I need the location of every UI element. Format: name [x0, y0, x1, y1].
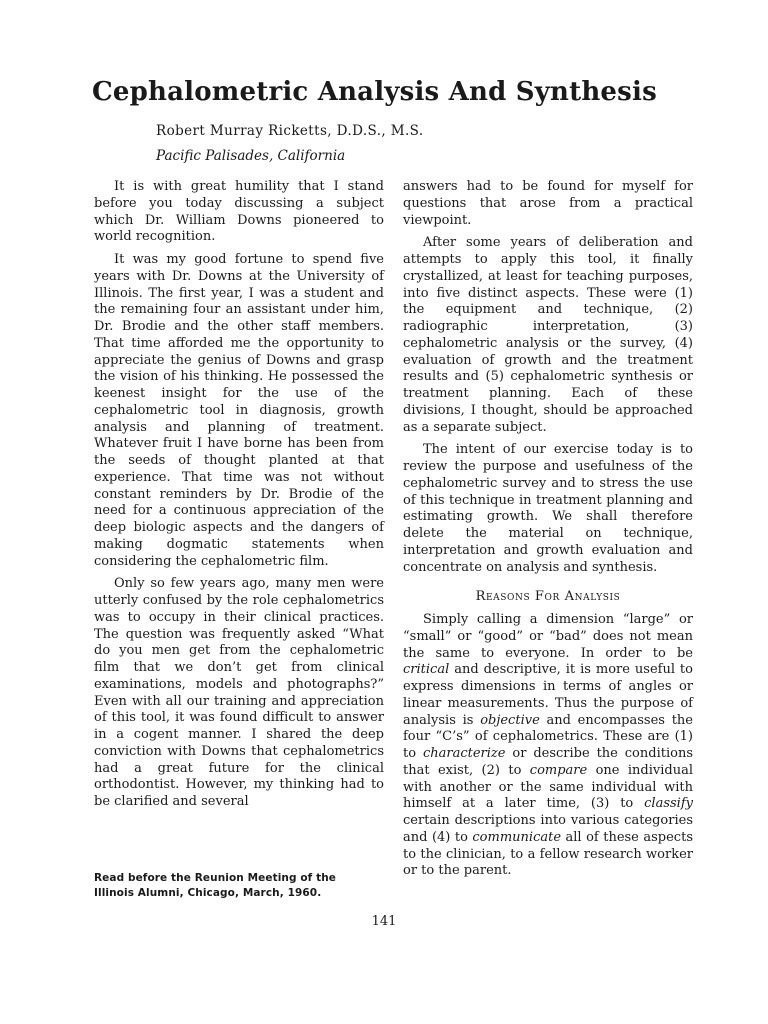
footnote: [94, 871, 394, 901]
paragraph-continuation: answers had to be found for myself for questions that arose from a practical viewpoint.: [403, 179, 693, 228]
emphasis: objective: [480, 712, 540, 728]
text-run: and descriptive, it is more useful to express dimensions in terms of angles or linear measurements. Thus the purpose of analysis is: [403, 662, 693, 728]
left-column: [94, 179, 384, 811]
article-title: Cephalometric Analysis And Synthesis: [92, 77, 657, 107]
page-number: 141: [371, 914, 397, 929]
section-heading: Reasons For Analysis: [475, 589, 621, 605]
paragraph: After some years of deliberation and attempts to apply this tool, it finally crystallized, at least for teaching purposes, into five distinct aspects. These were (1) the equipment and technique, (2) radiographic interpretation, (3) cephalometric analysis or the survey, (4) evaluation of growth and the treatment results and (5) cephalometric synthesis or treatment planning. Each of these divisions, I thought, should be approached as a separate subject.: [403, 235, 693, 435]
text-run: and encompasses the four “C’s” of cephalometrics. These are (1) to: [403, 712, 693, 761]
text-run: all of these aspects to the clinician, to a fellow research worker or to the parent.: [403, 829, 693, 879]
emphasis: characterize: [422, 746, 506, 761]
emphasis: communicate: [472, 829, 562, 845]
affiliation-line: Pacific Palisades, California: [156, 148, 346, 164]
paragraph: [403, 612, 693, 880]
paragraph: The intent of our exercise today is to review the purpose and usefulness of the cephalometric survey and to stress the use of this technique in treatment planning and estimating growth. We shall therefore delete the material on technique, interpretation and growth evaluation and concentrate on analysis and synthesis.: [403, 442, 693, 575]
text-run: one individual with another or the same individual with himself at a later time, (3) to: [403, 762, 693, 812]
emphasis: compare: [529, 762, 588, 778]
emphasis: critical: [403, 662, 450, 678]
right-column: [403, 179, 693, 880]
author-line: Robert Murray Ricketts, D.D.S., M.S.: [156, 123, 424, 139]
paragraph: Only so few years ago, many men were utterly confused by the role cephalometrics was to occupy in their clinical practices. The question was frequently asked “What do you men get from the cephalometric film that we don’t get from clinical examinations, models and photographs?” Even with all our training and appreciation of this tool, it was found difficult to answer in a cogent manner. I shared the deep conviction with Downs that cephalometrics had a great future for the clinical orthodontist. However, my thinking had to be clarified and several: [94, 576, 384, 809]
footnote-line: Illinois Alumni, Chicago, March, 1960.: [94, 887, 322, 899]
text-run: or describe the conditions that exist, (2) to: [403, 746, 693, 778]
emphasis: classify: [644, 796, 693, 812]
text-run: Simply calling a dimension “large” or “small” or “good” or “bad” does not mean the same to everyone. In order to be: [403, 612, 693, 661]
text-run: certain descriptions into various categories and (4) to: [403, 813, 693, 845]
footnote-line: Read before the Reunion Meeting of the: [94, 872, 337, 884]
paragraph: It was my good fortune to spend five years with Dr. Downs at the University of Illinois. The first year, I was a student and the remaining four an assistant under him, Dr. Brodie and the other staff members. That time afforded me the opportunity to appreciate the genius of Downs and grasp the vision of his thinking. He possessed the keenest insight for the use of the cephalometric tool in diagnosis, growth analysis and planning of treatment. Whatever fruit I have borne has been from the seeds of thought planted at that experience. That time was not without constant reminders by Dr. Brodie of the need for a continuous appreciation of the deep biologic aspects and the dangers of making dogmatic statements when considering the cephalometric film.: [94, 252, 384, 569]
paragraph: It is with great humility that I stand before you today discussing a subject which Dr. William Downs pioneered to world recognition.: [94, 179, 384, 245]
